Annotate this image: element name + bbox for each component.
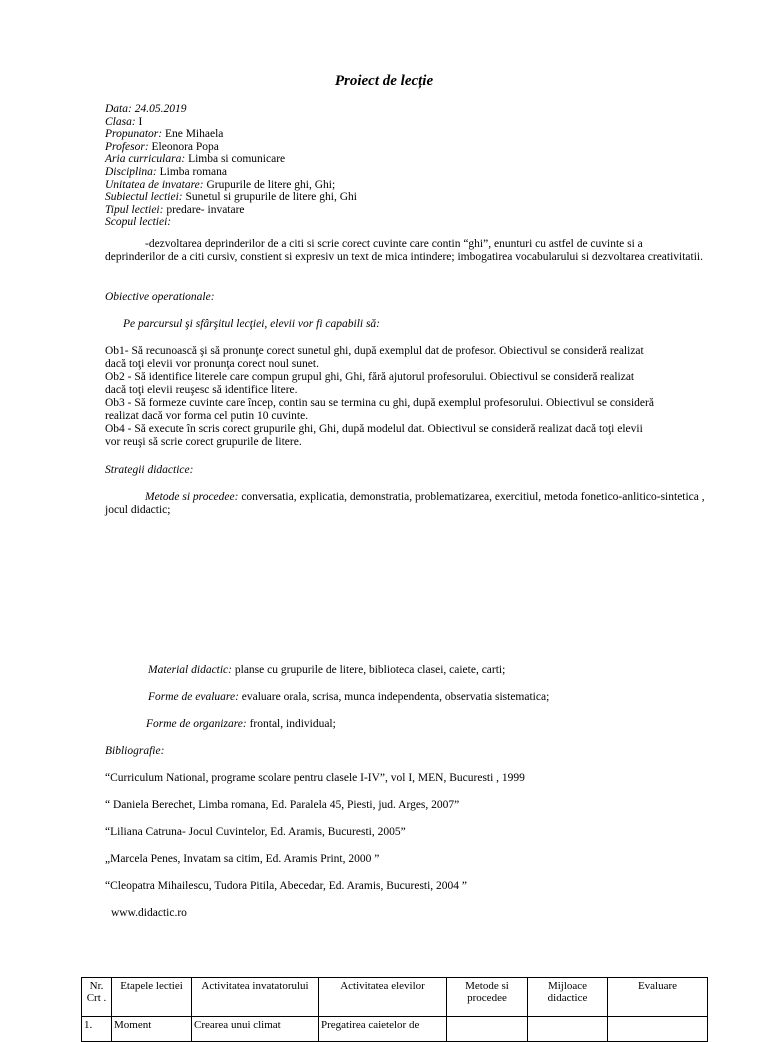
scope-text: -dezvoltarea deprinderilor de a citi si scrie corect cuvinte care contin “ghi”, enunturi cu astfel de cuvinte si a deprinderilor de a citi cursiv, constient si expresiv un text de mica intindere; imbogatirea vocabularului si dezvoltarea creativitatii. <box>105 238 703 263</box>
header-teacher: Profesor: Eleonora Popa <box>105 140 219 153</box>
objective-item: Ob2 - Să identifice literele care compun grupul ghi, Ghi, fără ajutorul profesorului. Obiectivul se consideră realizat dacă toţi elevii reuşesc să identifice litere. <box>105 371 635 396</box>
column-header: Nr. Crt . <box>82 978 112 1017</box>
lesson-header <box>105 103 705 229</box>
header-lesson-scope: Scopul lectiei: <box>105 216 172 229</box>
strategies-heading: Strategii didactice: <box>105 464 194 476</box>
bibliography-item: “Cleopatra Mihailescu, Tudora Pitila, Abecedar, Ed. Aramis, Bucuresti, 2004 ” <box>105 880 468 892</box>
header-lesson-subject: Subiectul lectiei: Sunetul si grupurile de litere ghi, Ghi <box>105 191 357 204</box>
column-header: Mijloace didactice <box>528 978 608 1017</box>
header-class: Clasa: I <box>105 115 143 128</box>
column-header: Activitatea invatatorului <box>192 978 319 1017</box>
objective-item: Ob4 - Să execute în scris corect grupurile ghi, Ghi, după modelul dat. Obiectivul se consideră realizat dacă toţi elevii vor reuşi să scrie corect grupurile de litere. <box>105 423 643 448</box>
table-cell: Pregatirea caietelor de <box>319 1017 447 1042</box>
table-cell <box>608 1017 708 1042</box>
table-row <box>82 1017 708 1042</box>
table-cell: 1. <box>82 1017 112 1042</box>
table-cell: Moment <box>112 1017 192 1042</box>
objectives-list <box>105 345 715 449</box>
bibliography-heading: Bibliografie: <box>105 745 165 757</box>
header-lesson-type: Tipul lectiei: predare- invatare <box>105 203 245 216</box>
column-header: Evaluare <box>608 978 708 1017</box>
evaluation-text: Forme de evaluare: evaluare orala, scrisa, munca independenta, observatia sistematica; <box>148 691 550 703</box>
header-proposer: Propunator: Ene Mihaela <box>105 128 224 141</box>
header-curricular-area: Aria curriculara: Limba si comunicare <box>105 153 286 166</box>
header-learning-unit: Unitatea de invatare: Grupurile de litere ghi, Ghi; <box>105 178 336 191</box>
objective-item: Ob3 - Să formeze cuvinte care încep, contin sau se termina cu ghi, după exemplul profesorului. Obiectivul se consideră realizat dacă vor forma cel putin 10 cuvinte. <box>105 397 654 422</box>
organization-text: Forme de organizare: frontal, individual; <box>146 718 336 730</box>
objective-item: Ob1- Să recunoască şi să pronunţe corect sunetul ghi, după exemplul dat de profesor. Obiectivul se consideră realizat dacă toţi elevii vor pronunţa corect noul sunet. <box>105 345 644 370</box>
lesson-plan-table <box>81 977 708 1042</box>
table-cell: Crearea unui climat <box>192 1017 319 1042</box>
bibliography-item: “Curriculum National, programe scolare pentru clasele I-IV”, vol I, MEN, Bucuresti , 1999 <box>105 772 525 784</box>
bibliography-item: „Marcela Penes, Invatam sa citim, Ed. Aramis Print, 2000 ” <box>105 853 380 865</box>
column-header: Etapele lectiei <box>112 978 192 1017</box>
column-header: Activitatea elevilor <box>319 978 447 1017</box>
page-title: Proiect de lecție <box>334 73 434 89</box>
table-header-row <box>82 978 708 1017</box>
methods-text: Metode si procedee: conversatia, explicatia, demonstratia, problematizarea, exercitiul, metoda fonetico-anlitico-sintetica , jocul didactic; <box>105 491 705 516</box>
bibliography-link[interactable]: www.didactic.ro <box>111 907 187 919</box>
table-cell <box>528 1017 608 1042</box>
material-text: Material didactic: planse cu grupurile de litere, biblioteca clasei, caiete, carti; <box>148 664 506 676</box>
objectives-heading: Obiective operationale: <box>105 291 215 303</box>
objectives-intro: Pe parcursul şi sfârşitul lecţiei, elevii vor fi capabili să: <box>123 318 381 330</box>
table-cell <box>447 1017 528 1042</box>
header-discipline: Disciplina: Limba romana <box>105 165 228 178</box>
column-header: Metode si procedee <box>447 978 528 1017</box>
bibliography-item: “Liliana Catruna- Jocul Cuvintelor, Ed. Aramis, Bucuresti, 2005” <box>105 826 406 838</box>
bibliography-item: “ Daniela Berechet, Limba romana, Ed. Paralela 45, Piesti, jud. Arges, 2007” <box>105 799 460 811</box>
header-date: Data: 24.05.2019 <box>105 103 187 115</box>
